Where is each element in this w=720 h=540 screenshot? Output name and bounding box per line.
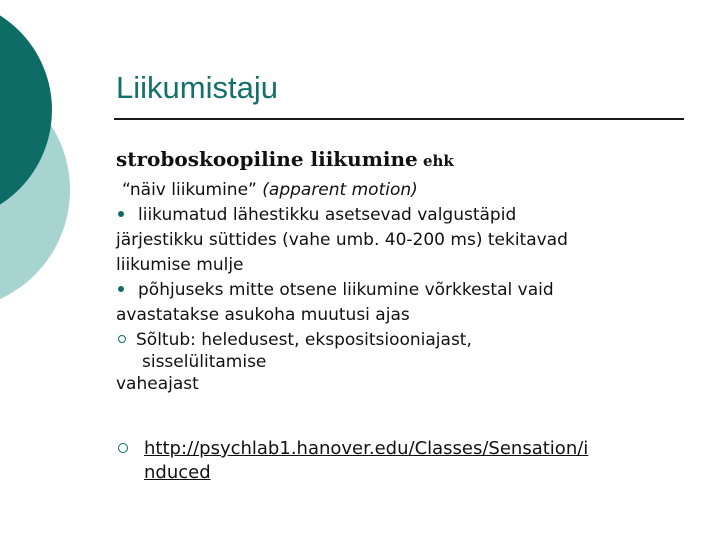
heading-main: stroboskoopiline liikumine [116, 147, 418, 171]
bullet-dot-icon [118, 211, 124, 217]
psychlab-link-line-1[interactable]: http://psychlab1.hanover.edu/Classes/Sensation/i [144, 438, 589, 459]
slide-body [116, 178, 706, 397]
bullet-1-line-3: liikumise mulje [116, 255, 244, 275]
bullet-2-line-2: avastatakse asukoha muutusi ajas [116, 305, 410, 325]
title-divider [114, 118, 684, 120]
sub-bullet-line-3: vaheajast [116, 374, 199, 394]
sub-bullet-item [116, 328, 706, 353]
link-item [116, 437, 706, 485]
apparent-motion-line [116, 178, 706, 203]
apparent-motion-quote: “näiv liikumine” [122, 180, 257, 200]
bullet-item-1 [116, 203, 706, 228]
psychlab-link-line-2[interactable]: nduced [144, 462, 211, 483]
ring-bullet-icon [118, 443, 128, 453]
decorative-circles [0, 0, 90, 300]
bullet-1-line-1: liikumatud lähestikku asetsevad valgustäpid [138, 205, 517, 225]
bullet-2-line-1: põhjuseks mitte otsene liikumine võrkkestal vaid [138, 280, 554, 300]
bullet-dot-icon [118, 286, 124, 292]
ring-bullet-icon [118, 335, 126, 343]
section-heading [116, 147, 454, 171]
bullet-1-line-2: järjestikku süttides (vahe umb. 40-200 ms) tekitavad [116, 230, 568, 250]
bullet-item-2 [116, 278, 706, 303]
link-block [144, 437, 588, 485]
apparent-motion-english: (apparent motion) [262, 180, 418, 200]
heading-suffix: ehk [417, 152, 454, 170]
sub-bullet-line-2: sisselülitamise [142, 352, 267, 372]
slide-title: Liikumistaju [116, 70, 278, 105]
sub-bullet-line-1: Sõltub: heledusest, ekspositsiooniajast, [136, 330, 472, 350]
